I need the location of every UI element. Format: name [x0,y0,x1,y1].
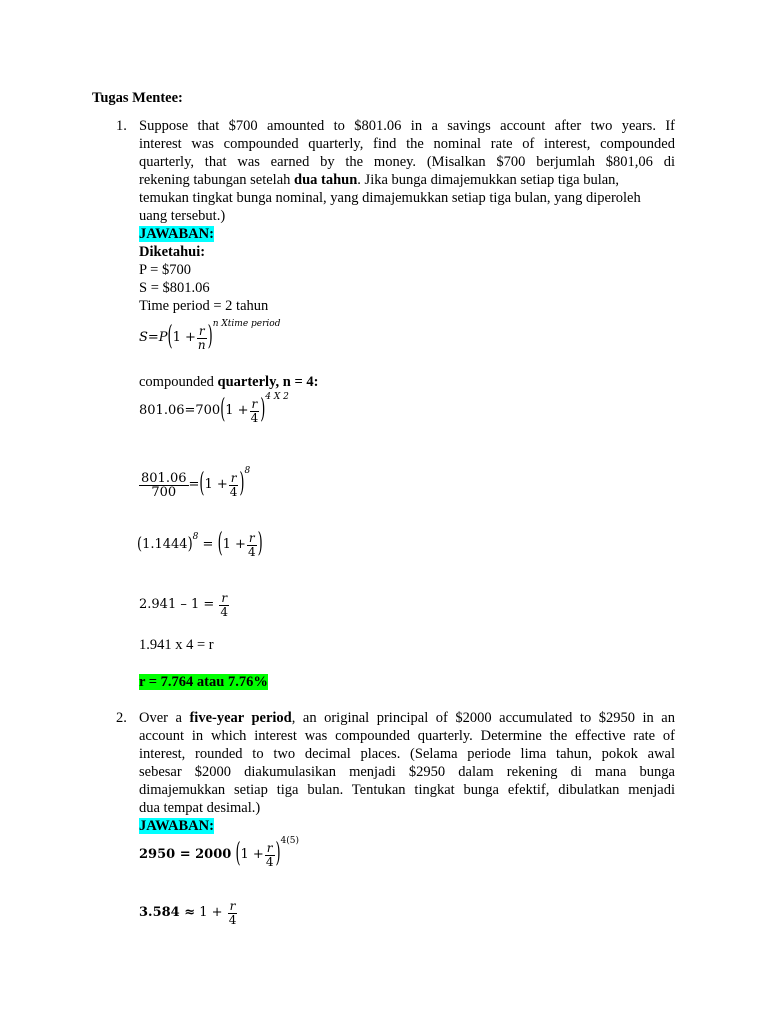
q1-equation-5: 1.941 x 4 = r [139,637,214,653]
q1-equation-3 [137,527,263,563]
fraction-numerator: r [198,323,205,338]
left-paren: ( [167,321,173,353]
question-1-text [139,117,675,315]
q2-equation-2 [139,896,238,930]
eq1-lhs: 801.06=700 [139,403,221,418]
left-paren: ( [199,468,205,500]
right-paren: ) [187,534,193,555]
right-paren: ) [260,394,266,426]
q2-eq2-lhs: 3.584 ≈ [139,905,196,920]
q1-line-2: interest was compounded quarterly, find the nominal rate of interest, compounded [139,136,675,152]
eq1-fraction [249,398,261,425]
eq1-exponent: 4 X 2 [265,392,289,402]
fraction-numerator: r [248,530,255,545]
left-paren: ( [137,534,143,555]
q2-line-1 [139,709,675,727]
right-paren: ) [275,838,281,870]
right-paren: ) [239,468,245,500]
q2-eq1-one-plus: 1 + [240,847,264,862]
q1-line-3: quarterly, that was earned by the money. (Misalkan $700 berjumlah $801,06 di [139,154,675,170]
eq2-left-fraction [139,472,189,499]
formula-one-plus: 1 + [172,330,196,345]
eq1-one-plus: 1 + [225,403,249,418]
q1-jawaban-label: JAWABAN: [139,226,214,242]
equals-sign: = [198,537,218,552]
fraction-numerator: r [230,470,237,485]
q1-result: r = 7.764 atau 7.76% [139,674,268,690]
question-2-number: 2. [116,710,127,726]
left-paren: ( [220,394,226,426]
formula-exponent: n Xtime period [212,319,281,329]
eq2-exponent: 8 [244,466,251,476]
q2-line-3: interest, rounded to two decimal places. (Selama periode lima tahun, pokok awal [139,746,675,762]
fraction-denominator: n [197,337,206,352]
q1-given-p: P = $700 [139,262,191,278]
q1-bold-dua-tahun: dua tahun [294,172,358,188]
fraction-numerator: r [251,396,258,411]
q1-line-6: uang tersebut.) [139,208,226,224]
formula-fraction [196,325,208,352]
fraction-numerator: 801.06 [141,470,187,486]
eq4-fraction [218,592,230,619]
question-1-number: 1. [116,118,127,134]
q2-eq1-lhs: 2950 = 2000 [139,847,232,862]
q2-jawaban-label: JAWABAN: [139,818,214,834]
eq3-one-plus: 1 + [222,537,246,552]
fraction-denominator: 4 [228,912,237,927]
q1-line-4-tail: . Jika bunga dimajemukkan setiap tiga bulan, [357,172,620,188]
equals-sign: = [188,477,200,492]
q2-equation-1 [139,836,299,874]
fraction-denominator: 4 [229,484,238,499]
fraction-numerator: r [221,590,228,605]
compounded-bold-text: quarterly, n = 4: [217,374,319,390]
eq3-lhs: 1.1444 [142,537,188,552]
left-paren: ( [217,528,223,560]
q1-given-time: Time period = 2 tahun [139,298,269,314]
q2-line-2: account in which interest was compounded quarterly. Determine the effective rate of [139,728,675,744]
right-paren: ) [257,528,263,560]
q2-line-5: dimajemukkan setiap tiga bulan. Tentukan tingkat bunga efektif, dibulatkan menjadi [139,782,675,798]
q2-eq2-fraction [227,900,239,927]
compounded-text: compounded [139,374,218,390]
q1-line-4 [139,171,675,189]
q2-line-1-tail: , an original principal of $2000 accumulated to $2950 in an [291,710,675,726]
q1-line-4-start: rekening tabungan setelah [139,172,295,188]
q1-equation-2 [139,466,250,504]
q2-eq1-fraction [264,842,276,869]
eq4-lhs: 2.941 – 1 = [139,597,215,612]
q2-eq2-one-plus: 1 + [199,905,223,920]
q1-compounded-line [139,373,318,391]
fraction-numerator: r [229,898,236,913]
q2-eq1-exponent: 4(5) [280,836,300,846]
q1-general-formula [139,320,280,356]
q2-bold-five-year: five-year period [189,710,292,726]
q1-equation-4 [139,588,230,622]
q2-line-6: dua tempat desimal.) [139,800,261,816]
left-paren: ( [235,838,241,870]
eq3-left-exponent: 8 [192,532,199,542]
fraction-denominator: 4 [265,854,274,869]
eq2-fraction [228,472,240,499]
fraction-denominator: 700 [151,484,177,500]
fraction-denominator: 4 [220,604,229,619]
q1-line-5: temukan tingkat bunga nominal, yang dimajemukkan setiap tiga bulan, yang diperoleh [139,190,641,206]
q1-equation-1 [139,393,289,429]
q1-given-s: S = $801.06 [139,280,210,296]
formula-lhs: S=P [139,330,168,345]
fraction-denominator: 4 [247,544,256,559]
q2-line-4: sebesar $2000 diakumulasikan menjadi $2950 dalam rekening di mana bunga [139,764,675,780]
fraction-denominator: 4 [250,410,259,425]
right-paren: ) [207,321,213,353]
question-2-text [139,709,675,835]
q1-line-1: Suppose that $700 amounted to $801.06 in a savings account after two years. If [139,118,675,134]
page-title: Tugas Mentee: [92,90,183,106]
q1-diketahui-label: Diketahui: [139,244,206,260]
eq2-one-plus: 1 + [204,477,228,492]
fraction-numerator: r [266,840,273,855]
eq3-fraction [246,532,258,559]
q2-line-1-start: Over a [139,710,190,726]
